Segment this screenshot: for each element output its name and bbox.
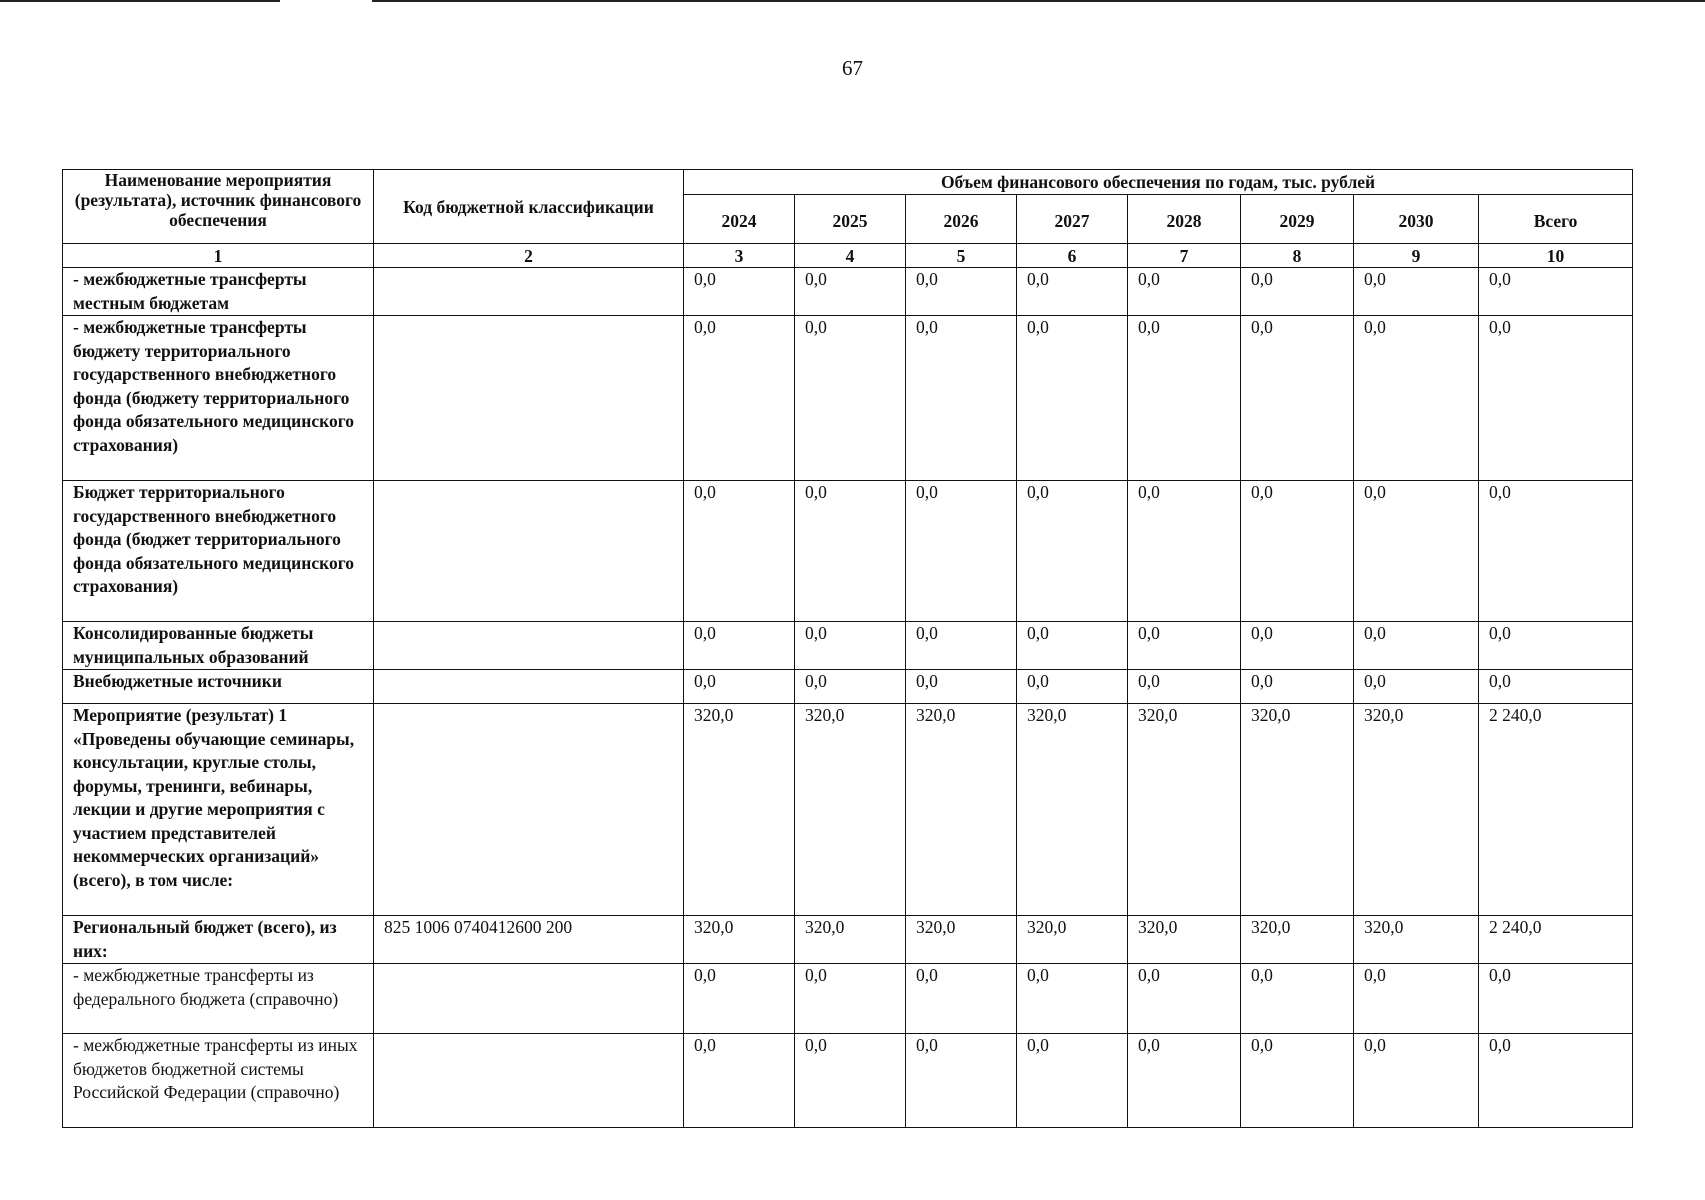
column-index: 7	[1128, 244, 1241, 268]
financing-table	[62, 169, 1633, 1128]
value-cell: 0,0	[795, 1034, 906, 1128]
value-cell: 0,0	[1241, 964, 1354, 1034]
column-index: 5	[906, 244, 1017, 268]
value-cell: 0,0	[1479, 670, 1633, 704]
value-cell: 0,0	[1128, 670, 1241, 704]
value-cell: 2 240,0	[1479, 916, 1633, 964]
row-name: Консолидированные бюджеты муниципальных образований	[63, 622, 374, 670]
value-cell: 0,0	[1479, 316, 1633, 481]
value-cell: 0,0	[906, 622, 1017, 670]
row-code	[374, 964, 684, 1034]
header-year: 2030	[1354, 195, 1479, 244]
table-row	[63, 268, 1633, 316]
row-code: 825 1006 0740412600 200	[374, 916, 684, 964]
header-financing-group: Объем финансового обеспечения по годам, тыс. рублей	[684, 170, 1633, 195]
row-code	[374, 481, 684, 622]
value-cell: 320,0	[1354, 916, 1479, 964]
row-name: - межбюджетные трансферты из иных бюджетов бюджетной системы Российской Федерации (справочно)	[63, 1034, 374, 1128]
value-cell: 320,0	[1128, 916, 1241, 964]
value-cell: 0,0	[1354, 622, 1479, 670]
value-cell: 0,0	[1354, 1034, 1479, 1128]
value-cell: 0,0	[906, 268, 1017, 316]
scan-edge-line	[0, 0, 280, 2]
value-cell: 0,0	[906, 1034, 1017, 1128]
header-year: 2029	[1241, 195, 1354, 244]
value-cell: 320,0	[1241, 704, 1354, 916]
row-name: - межбюджетные трансферты местным бюджетам	[63, 268, 374, 316]
value-cell: 0,0	[1017, 268, 1128, 316]
value-cell: 0,0	[1479, 1034, 1633, 1128]
value-cell: 320,0	[906, 704, 1017, 916]
header-year: 2024	[684, 195, 795, 244]
column-index: 2	[374, 244, 684, 268]
value-cell: 0,0	[1479, 964, 1633, 1034]
value-cell: 0,0	[1354, 316, 1479, 481]
value-cell: 0,0	[1354, 268, 1479, 316]
value-cell: 2 240,0	[1479, 704, 1633, 916]
value-cell: 0,0	[1017, 1034, 1128, 1128]
value-cell: 0,0	[1017, 481, 1128, 622]
table-row	[63, 1034, 1633, 1128]
value-cell: 0,0	[1479, 481, 1633, 622]
column-index: 8	[1241, 244, 1354, 268]
column-index-row	[63, 244, 1633, 268]
row-code	[374, 268, 684, 316]
value-cell: 320,0	[795, 916, 906, 964]
value-cell: 0,0	[906, 481, 1017, 622]
table-row	[63, 622, 1633, 670]
value-cell: 0,0	[906, 316, 1017, 481]
value-cell: 0,0	[1354, 670, 1479, 704]
row-name: Мероприятие (результат) 1 «Проведены обучающие семинары, консультации, круглые столы, форумы, тренинги, вебинары, лекции и другие мероприятия с участием представителей некоммерческих организаций» (всего), в том числе:	[63, 704, 374, 916]
value-cell: 0,0	[684, 1034, 795, 1128]
value-cell: 0,0	[795, 481, 906, 622]
row-code	[374, 1034, 684, 1128]
value-cell: 0,0	[1017, 964, 1128, 1034]
row-code	[374, 704, 684, 916]
header-code: Код бюджетной классификации	[374, 170, 684, 244]
value-cell: 0,0	[906, 670, 1017, 704]
value-cell: 0,0	[684, 481, 795, 622]
table-row	[63, 916, 1633, 964]
value-cell: 320,0	[1128, 704, 1241, 916]
row-code	[374, 316, 684, 481]
table-row	[63, 481, 1633, 622]
value-cell: 0,0	[1128, 316, 1241, 481]
row-name: Региональный бюджет (всего), из них:	[63, 916, 374, 964]
value-cell: 0,0	[795, 670, 906, 704]
value-cell: 0,0	[1017, 622, 1128, 670]
value-cell: 0,0	[1128, 622, 1241, 670]
scan-edge-line	[372, 0, 1705, 2]
column-index: 10	[1479, 244, 1633, 268]
value-cell: 0,0	[1241, 268, 1354, 316]
table-row	[63, 964, 1633, 1034]
value-cell: 0,0	[1241, 1034, 1354, 1128]
value-cell: 0,0	[684, 268, 795, 316]
row-name: - межбюджетные трансферты бюджету территориального государственного внебюджетного фонда (бюджету территориального фонда обязательного медицинского страхования)	[63, 316, 374, 481]
page-number: 67	[842, 56, 863, 80]
value-cell: 0,0	[1128, 964, 1241, 1034]
table-row	[63, 670, 1633, 704]
value-cell: 0,0	[795, 622, 906, 670]
header-name: Наименование мероприятия (результата), источник финансового обеспечения	[63, 170, 374, 244]
row-name: Внебюджетные источники	[63, 670, 374, 704]
value-cell: 0,0	[795, 268, 906, 316]
value-cell: 320,0	[684, 704, 795, 916]
value-cell: 0,0	[1128, 268, 1241, 316]
value-cell: 320,0	[906, 916, 1017, 964]
value-cell: 0,0	[1128, 1034, 1241, 1128]
value-cell: 0,0	[906, 964, 1017, 1034]
row-name: - межбюджетные трансферты из федерального бюджета (справочно)	[63, 964, 374, 1034]
value-cell: 0,0	[1017, 316, 1128, 481]
header-year: 2026	[906, 195, 1017, 244]
value-cell: 320,0	[1017, 704, 1128, 916]
value-cell: 0,0	[684, 670, 795, 704]
column-index: 9	[1354, 244, 1479, 268]
value-cell: 0,0	[1241, 622, 1354, 670]
value-cell: 0,0	[684, 316, 795, 481]
value-cell: 0,0	[1241, 670, 1354, 704]
header-total: Всего	[1479, 195, 1633, 244]
value-cell: 320,0	[1017, 916, 1128, 964]
value-cell: 0,0	[1241, 316, 1354, 481]
header-year: 2028	[1128, 195, 1241, 244]
value-cell: 0,0	[1354, 481, 1479, 622]
column-index: 3	[684, 244, 795, 268]
row-code	[374, 622, 684, 670]
column-index: 6	[1017, 244, 1128, 268]
value-cell: 0,0	[795, 316, 906, 481]
value-cell: 0,0	[1479, 268, 1633, 316]
value-cell: 0,0	[1017, 670, 1128, 704]
value-cell: 320,0	[1241, 916, 1354, 964]
column-index: 4	[795, 244, 906, 268]
column-index: 1	[63, 244, 374, 268]
value-cell: 320,0	[684, 916, 795, 964]
value-cell: 320,0	[795, 704, 906, 916]
header-year: 2025	[795, 195, 906, 244]
value-cell: 0,0	[684, 964, 795, 1034]
table-row	[63, 704, 1633, 916]
value-cell: 0,0	[1128, 481, 1241, 622]
header-year: 2027	[1017, 195, 1128, 244]
row-code	[374, 670, 684, 704]
value-cell: 0,0	[1354, 964, 1479, 1034]
value-cell: 0,0	[684, 622, 795, 670]
row-name: Бюджет территориального государственного внебюджетного фонда (бюджет территориального фонда обязательного медицинского страхования)	[63, 481, 374, 622]
table-row	[63, 316, 1633, 481]
value-cell: 0,0	[1479, 622, 1633, 670]
value-cell: 0,0	[1241, 481, 1354, 622]
value-cell: 0,0	[795, 964, 906, 1034]
value-cell: 320,0	[1354, 704, 1479, 916]
